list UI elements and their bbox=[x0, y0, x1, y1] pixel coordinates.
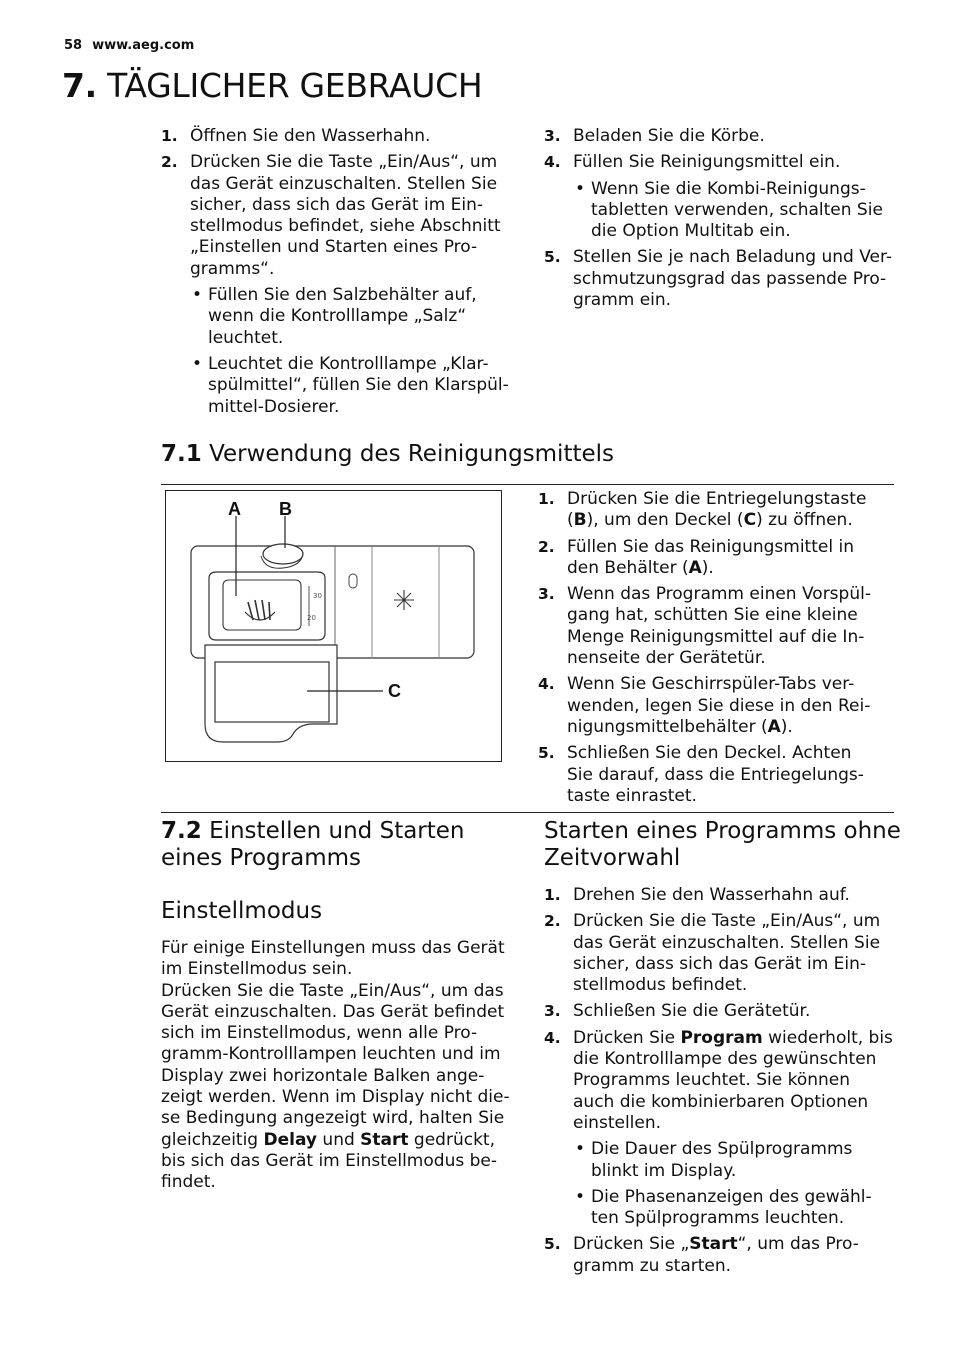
label-b: B bbox=[279, 499, 292, 519]
section-heading: 7.1 Verwendung des Reinigungsmittels bbox=[161, 441, 615, 467]
list-item: 4. Wenn Sie Geschirrspüler-Tabs ver- wenden, legen Sie diese in den Rei- nigungsmittelbehälter (A). bbox=[538, 674, 871, 737]
list-item: 5. Drücken Sie „Start“, um das Pro- gramm zu starten. bbox=[544, 1234, 859, 1276]
section-divider bbox=[161, 484, 894, 485]
list-item: 5. Stellen Sie je nach Beladung und Ver- schmutzungsgrad das passende Pro- gramm ein. bbox=[544, 247, 893, 311]
intro-left-column bbox=[161, 126, 521, 423]
scale-mark: 30 bbox=[313, 592, 322, 600]
bullet-item: • Die Phasenanzeigen des gewähl- ten Spülprogramms leuchten. bbox=[575, 1186, 872, 1229]
section-divider bbox=[161, 812, 894, 813]
list-item: 1. Drehen Sie den Wasserhahn auf. bbox=[544, 885, 850, 905]
label-c: C bbox=[388, 681, 401, 701]
section-heading: Starten eines Programms ohne Zeitvorwahl bbox=[544, 818, 901, 871]
bullet-item: • Leuchtet die Kontrolllampe „Klar- spülmittel“, füllen Sie den Klarspül- mittel-Dosierer. bbox=[192, 353, 509, 417]
list-item: 3. Wenn das Programm einen Vorspül- gang hat, schütten Sie eine kleine Menge Reinigungsmittel auf die In- nenseite der Gerätetür. bbox=[538, 584, 871, 669]
list-item: 3. Schließen Sie die Gerätetür. bbox=[544, 1001, 811, 1022]
page-header bbox=[64, 38, 194, 53]
subsection-heading: Einstellmodus bbox=[161, 898, 323, 924]
list-item: 1. Öffnen Sie den Wasserhahn. bbox=[161, 126, 431, 146]
start-steps bbox=[544, 885, 914, 1282]
chapter-title: TÄGLICHER GEBRAUCH bbox=[107, 66, 483, 105]
intro-right-column bbox=[544, 126, 914, 316]
list-item: 5. Schließen Sie den Deckel. Achten Sie darauf, dass die Entriegelungs- taste einrastet. bbox=[538, 743, 864, 806]
bullet-item: • Füllen Sie den Salzbehälter auf, wenn die Kontrolllampe „Salz“ leuchtet. bbox=[192, 285, 477, 348]
page-number: 58 bbox=[64, 38, 83, 53]
list-item: 2. Drücken Sie die Taste „Ein/Aus“, um das Gerät einzuschalten. Stellen Sie sicher, dass sich das Gerät im Ein- stellmodus befindet, siehe Abschnitt „Einstellen und Starten eines Pro- gramms“. bbox=[161, 152, 501, 279]
list-item: 4. Füllen Sie Reinigungsmittel ein. bbox=[544, 152, 841, 173]
scale-mark: 20 bbox=[307, 614, 316, 622]
section-heading: 7.2 Einstellen und Starten eines Programms bbox=[161, 818, 465, 871]
list-item: 2. Füllen Sie das Reinigungsmittel in den Behälter (A). bbox=[538, 536, 854, 578]
detergent-dispenser-figure bbox=[165, 490, 502, 762]
page-title bbox=[62, 66, 482, 105]
label-a: A bbox=[228, 499, 241, 519]
detergent-steps bbox=[538, 489, 908, 812]
list-item: 3. Beladen Sie die Körbe. bbox=[544, 126, 765, 146]
bullet-item: • Die Dauer des Spülprogramms blinkt im Display. bbox=[575, 1139, 853, 1181]
bullet-item: • Wenn Sie die Kombi-Reinigungs- tabletten verwenden, schalten Sie die Option Multitab ein. bbox=[575, 178, 883, 242]
header-url: www.aeg.com bbox=[92, 38, 195, 53]
list-item: 2. Drücken Sie die Taste „Ein/Aus“, um das Gerät einzuschalten. Stellen Sie sicher, dass sich das Gerät im Ein- stellmodus befindet. bbox=[544, 911, 881, 996]
chapter-number: 7. bbox=[62, 66, 97, 105]
list-item: 1. Drücken Sie die Entriegelungstaste (B), um den Deckel (C) zu öffnen. bbox=[538, 489, 867, 531]
list-item: 4. Drücken Sie Program wiederholt, bis die Kontrolllampe des gewünschten Programms leuchtet. Sie können auch die kombinierbaren Optionen einstellen. bbox=[544, 1027, 893, 1133]
einstellmodus-text: Für einige Einstellungen muss das Gerät im Einstellmodus sein. Drücken Sie die Taste „Ein/Aus“, um das Gerät einzuschalten. Das Gerät befindet sich im Einstellmodus, wenn alle Pro- gramm-Kontrolllampen leuchten und im Display zwei horizontale Balken ange- zeigt werden. Wenn im Display nicht die- se Bedingung angezeigt wird, halten Sie gleichzeitig Delay und Start gedrückt, bis sich das Gerät im Einstellmodus be- findet. bbox=[161, 938, 510, 1193]
